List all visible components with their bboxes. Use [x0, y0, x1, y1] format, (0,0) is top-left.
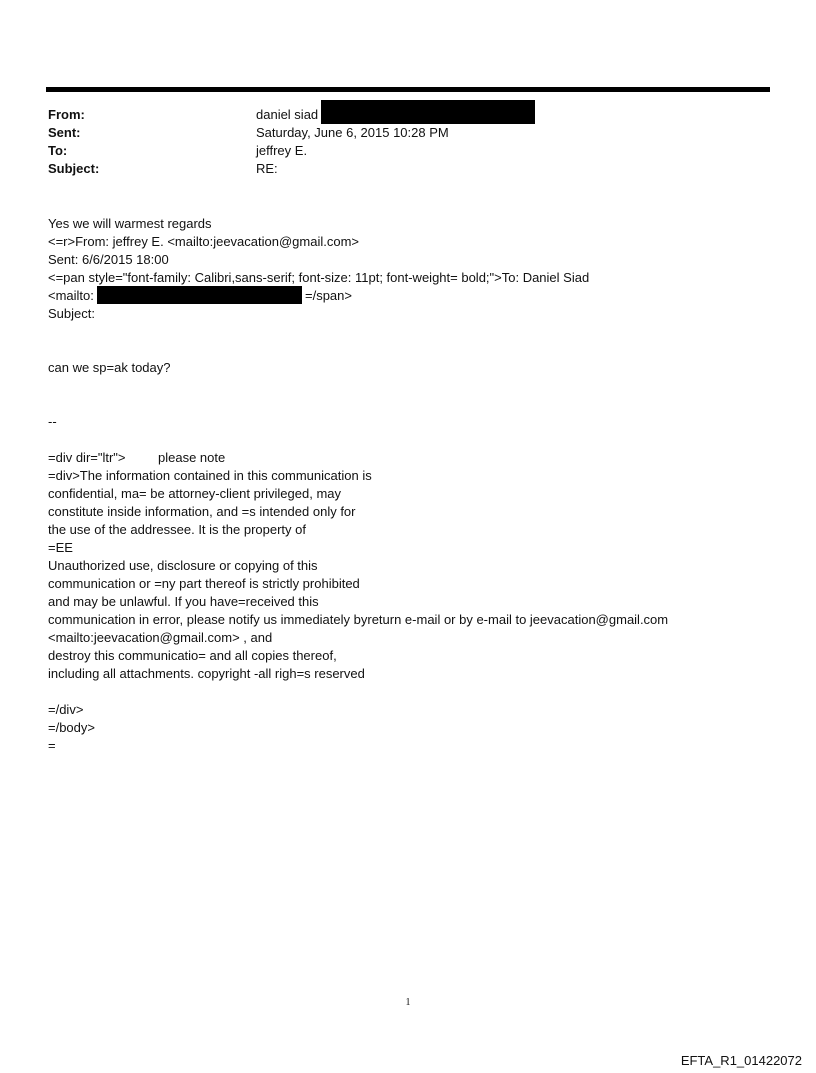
body-line: confidential, ma= be attorney-client privileged, may: [48, 486, 342, 501]
from-value: daniel siad: [256, 107, 319, 122]
header-rule: [46, 87, 770, 92]
body-line: Sent: 6/6/2015 18:00: [48, 252, 169, 267]
body-line: including all attachments. copyright -all righ=s reserved: [48, 666, 365, 681]
subject-label: Subject:: [48, 161, 100, 176]
body-line: please note: [158, 450, 226, 465]
body-line: and may be unlawful. If you have=received this: [48, 594, 319, 609]
body-line: communication or =ny part thereof is strictly prohibited: [48, 576, 360, 591]
body-line: =div>The information contained in this communication is: [48, 468, 372, 483]
from-redaction: [321, 100, 535, 124]
mailto-redaction: [97, 286, 302, 304]
body-line: destroy this communicatio= and all copies thereof,: [48, 648, 337, 663]
body-line: <=pan style="font-family: Calibri,sans-serif; font-size: 11pt; font-weight= bold;">To: Daniel Siad: [48, 270, 590, 285]
body-line: =/body>: [48, 720, 95, 735]
subject-value: RE:: [256, 161, 278, 176]
body-line: <mailto:: [48, 288, 94, 303]
page-number: 1: [405, 997, 411, 1008]
sent-label: Sent:: [48, 125, 81, 140]
from-label: From:: [48, 107, 85, 122]
body-line: Unauthorized use, disclosure or copying of this: [48, 558, 318, 573]
body-line: --: [48, 414, 57, 429]
body-line: <=r>From: jeffrey E. <mailto:jeevacation@gmail.com>: [48, 234, 360, 249]
document-id: EFTA_R1_01422072: [680, 1053, 802, 1068]
body-line: =EE: [48, 540, 73, 555]
body-line: constitute inside information, and =s intended only for: [48, 504, 356, 519]
body-line: =div dir="ltr">: [48, 450, 126, 465]
body-line: <mailto:jeevacation@gmail.com> , and: [48, 630, 273, 645]
body-line: =: [48, 738, 56, 753]
to-label: To:: [48, 143, 68, 158]
to-value: jeffrey E.: [256, 143, 308, 158]
body-line: communication in error, please notify us immediately byreturn e-mail or by e-mail to jeevacation@gmail.com: [48, 612, 669, 627]
body-line: Subject:: [48, 306, 95, 321]
body-line: can we sp=ak today?: [48, 360, 171, 375]
body-line: =/div>: [48, 702, 84, 717]
body-line: Yes we will warmest regards: [48, 216, 212, 231]
body-line: the use of the addressee. It is the property of: [48, 522, 306, 537]
sent-value: Saturday, June 6, 2015 10:28 PM: [256, 125, 449, 140]
body-line: =/span>: [305, 288, 352, 303]
